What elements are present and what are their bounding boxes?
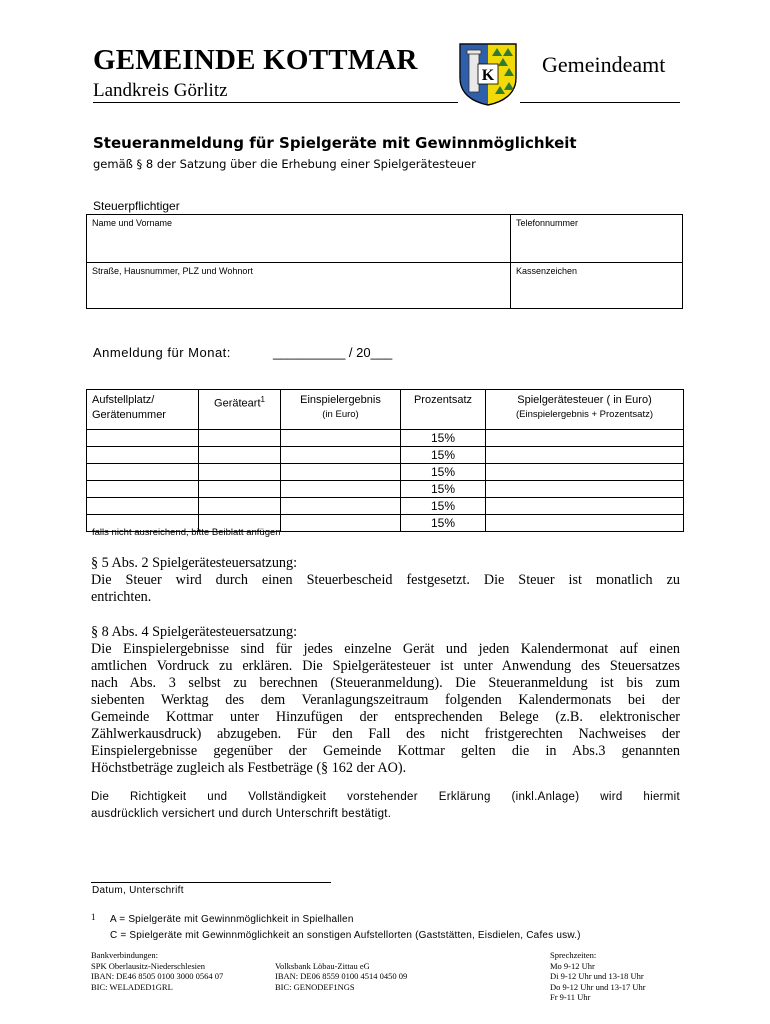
phone-field[interactable]: Telefonnummer: [516, 218, 579, 228]
office-hours: [550, 950, 646, 1003]
header-tax: [486, 390, 684, 430]
section8-line: Die Einspielergebnisse sind für jedes einzelne Gerät und jeden Kalendermonat auf einen: [91, 641, 680, 657]
footnote-mark: 1: [91, 912, 96, 922]
result-cell[interactable]: [281, 515, 401, 532]
section5-line: entrichten.: [91, 589, 152, 605]
header-device-type: [199, 390, 281, 430]
section8-line: Zählwerkausdruck) abzugeben. Für den Fall des nicht fristgerechten Nachweises der: [91, 726, 680, 742]
hours-line: Mo 9-12 Uhr: [550, 960, 595, 971]
hours-heading: Sprechzeiten:: [550, 950, 597, 960]
location-cell[interactable]: [87, 481, 199, 498]
header-result: [281, 390, 401, 430]
header-tax-line1: Spielgerätesteuer ( in Euro): [517, 394, 652, 406]
bank2-name: Volksbank Löbau-Zittau eG: [275, 960, 370, 971]
section8-line: nach Abs. 3 selbst zu berechnen (Steueranmeldung). Die Steueranmeldung ist bis zum: [91, 675, 680, 691]
tax-cell[interactable]: [486, 481, 684, 498]
device-type-cell[interactable]: [199, 430, 281, 447]
device-type-cell[interactable]: [199, 464, 281, 481]
result-cell[interactable]: [281, 464, 401, 481]
device-table: [86, 389, 683, 532]
header-rule-right: [520, 102, 680, 103]
name-field[interactable]: Name und Vorname: [92, 218, 173, 228]
result-cell[interactable]: [281, 447, 401, 464]
percent-cell: 15%: [401, 430, 486, 447]
bank1-iban: IBAN: DE46 8505 0100 3000 0564 07: [91, 971, 224, 981]
percent-cell: 15%: [401, 498, 486, 515]
table-header-row: [87, 390, 684, 430]
tax-cell[interactable]: [486, 498, 684, 515]
header-percent-label: Prozentsatz: [413, 394, 473, 406]
location-cell[interactable]: [87, 447, 199, 464]
header-percent: [401, 390, 486, 430]
percent-cell: 15%: [401, 481, 486, 498]
result-cell[interactable]: [281, 430, 401, 447]
paragraph-section5: [91, 555, 680, 606]
section5-line: Die Steuer wird durch einen Steuerbescheid festgesetzt. Die Steuer ist monatlich zu: [91, 572, 680, 588]
declaration-paragraph: [91, 789, 680, 823]
address-field[interactable]: Straße, Hausnummer, PLZ und Wohnort: [92, 266, 253, 276]
coat-of-arms-icon: [457, 42, 519, 106]
bank1-bic: BIC: WELADED1GRL: [91, 981, 173, 992]
section8-line: Gemeinde Kottmar unter Hinzufügen der entsprechenden Belege (z.B. elektronischer: [91, 709, 680, 725]
municipality-title: GEMEINDE KOTTMAR: [93, 44, 418, 76]
tax-cell[interactable]: [486, 447, 684, 464]
cash-reference-field[interactable]: Kassenzeichen: [516, 266, 578, 276]
bank2-bic: BIC: GENODEF1NGS: [275, 981, 355, 992]
percent-cell: 15%: [401, 464, 486, 481]
bank2-iban: IBAN: DE06 8559 0100 4514 0450 09: [275, 971, 408, 981]
declaration-line: ausdrücklich versichert und durch Unterschrift bestätigt.: [91, 808, 392, 820]
percent-cell: 15%: [401, 515, 486, 532]
district-name: Landkreis Görlitz: [93, 80, 228, 101]
form-subtitle: gemäß § 8 der Satzung über die Erhebung einer Spielgerätesteuer: [93, 157, 476, 171]
section8-heading: § 8 Abs. 4 Spielgerätesteuersatzung:: [91, 624, 298, 640]
header-location-line1: Aufstellplatz/: [92, 394, 155, 406]
header-location-line2: Gerätenummer: [92, 409, 166, 421]
percent-cell: 15%: [401, 447, 486, 464]
result-cell[interactable]: [281, 481, 401, 498]
header-location: [87, 390, 199, 430]
location-cell[interactable]: [87, 430, 199, 447]
section8-line: Höchstbeträge zugleich als Festbeträge (§ 162 der AO).: [91, 760, 407, 776]
declaration-line: Die Richtigkeit und Vollständigkeit vorstehender Erklärung (inkl.Anlage) wird hiermit: [91, 791, 680, 803]
paragraph-section8: [91, 624, 680, 777]
tax-cell[interactable]: [486, 430, 684, 447]
footnote-line-a: A = Spielgeräte mit Gewinnmöglichkeit in Spielhallen: [110, 914, 354, 925]
header-rule-left: [93, 102, 458, 103]
footnote-reference: 1: [260, 395, 265, 404]
device-type-cell[interactable]: [199, 498, 281, 515]
table-row: [87, 481, 684, 498]
form-title: Steueranmeldung für Spielgeräte mit Gewinnmöglichkeit: [93, 134, 577, 152]
table-row: [87, 430, 684, 447]
table-row: [87, 498, 684, 515]
taxpayer-section-label: Steuerpflichtiger: [93, 199, 180, 213]
signature-line[interactable]: [91, 882, 331, 883]
tax-cell[interactable]: [486, 464, 684, 481]
table-note: falls nicht ausreichend, bitte Beiblatt anfügen: [92, 527, 281, 538]
section8-line: amtlichen Vordruck zu erklären. Die Spielgerätesteuer ist unter Anwendung des Steuersatzes: [91, 658, 680, 674]
section8-line: siebenten Werktag des dem Veranlagungszeitraum folgenden Kalendermonats bei der: [91, 692, 680, 708]
table-row: [87, 464, 684, 481]
taxpayer-box-divider-h: [86, 262, 683, 263]
header-result-line1: Einspielergebnis: [300, 394, 381, 406]
bank-details-2: [275, 961, 407, 993]
header-result-line2: (in Euro): [322, 409, 359, 420]
header-tax-line2: (Einspielergebnis + Prozentsatz): [515, 409, 654, 420]
section5-heading: § 5 Abs. 2 Spielgerätesteuersatzung:: [91, 555, 298, 571]
table-row: [87, 447, 684, 464]
bank-details-1: [91, 950, 223, 992]
tax-cell[interactable]: [486, 515, 684, 532]
bank1-name: SPK Oberlausitz-Niederschlesien: [91, 960, 206, 971]
header-device-type-label: Geräteart: [214, 397, 261, 410]
office-name: Gemeindeamt: [542, 52, 666, 77]
hours-line: Fr 9-11 Uhr: [550, 992, 591, 1002]
result-cell[interactable]: [281, 498, 401, 515]
hours-line: Do 9-12 Uhr und 13-17 Uhr: [550, 981, 646, 992]
bank-heading: Bankverbindungen:: [91, 950, 159, 960]
device-type-cell[interactable]: [199, 481, 281, 498]
location-cell[interactable]: [87, 464, 199, 481]
month-year-field[interactable]: __________ / 20___: [273, 345, 393, 360]
location-cell[interactable]: [87, 498, 199, 515]
month-label: Anmeldung für Monat:: [93, 345, 231, 360]
signature-label: Datum, Unterschrift: [92, 885, 184, 896]
footnote-line-c: C = Spielgeräte mit Gewinnmöglichkeit an sonstigen Aufstellorten (Gaststätten, Eisdielen, Cafes usw.): [110, 930, 581, 941]
hours-line: Di 9-12 Uhr und 13-18 Uhr: [550, 971, 644, 981]
svg-text:K: K: [481, 67, 495, 84]
device-type-cell[interactable]: [199, 447, 281, 464]
section8-line: Einspielergebnisse gegenüber der Gemeinde Kottmar gelten die in Abs.3 genannten: [91, 743, 680, 759]
